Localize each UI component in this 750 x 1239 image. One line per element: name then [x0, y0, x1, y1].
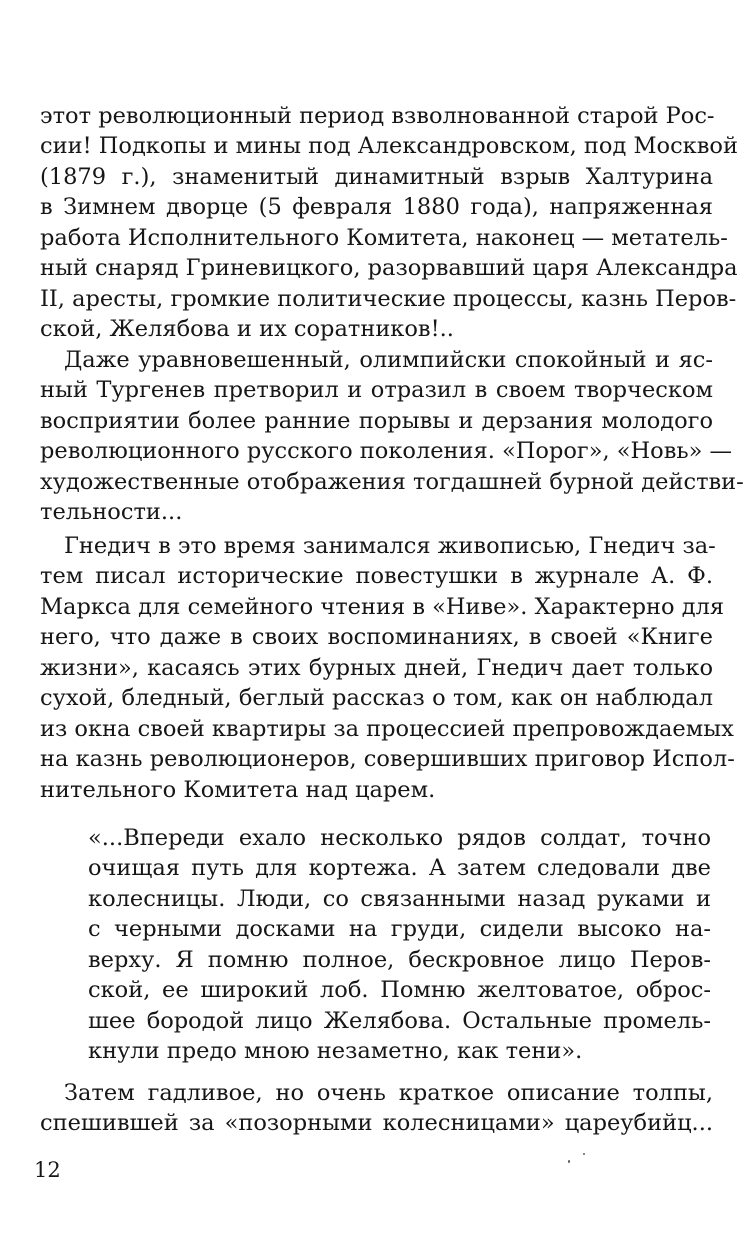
print-speck — [583, 1153, 585, 1155]
quote-line: шее бородой лицо Желябова. Остальные промель- — [88, 1008, 711, 1034]
text-line: II, аресты, громкие политические процессы, казнь Перов- — [40, 286, 737, 312]
text-line: этот революционный период взволнованной старой Рос- — [40, 103, 715, 129]
text-line: тельности... — [40, 499, 183, 525]
text-line: спешившей за «позорными колесницами» цареубийц... — [40, 1110, 713, 1136]
text-line: сухой, бледный, беглый рассказ о том, как он наблюдал — [40, 685, 713, 711]
text-line: (1879 г.), знаменитый динамитный взрыв Халтурина — [40, 164, 713, 190]
text-line: ный Тургенев претворил и отразил в своем творческом — [40, 377, 713, 403]
quote-line: очищая путь для кортежа. А затем следовали две — [88, 855, 711, 881]
text-line: из окна своей квартиры за процессией препровождаемых — [40, 716, 734, 742]
text-line: работа Исполнительного Комитета, наконец — метатель- — [40, 225, 728, 251]
quote-line: кнули предо мною незаметно, как тени». — [88, 1038, 583, 1064]
quote-line: верху. Я помню полное, бескровное лицо Перов- — [88, 947, 711, 973]
text-line: Маркса для семейного чтения в «Ниве». Характерно для — [40, 594, 725, 620]
text-line: революционного русского поколения. «Порог», «Новь» — — [40, 438, 733, 464]
page-number: 12 — [34, 1158, 61, 1182]
text-line: Гнедич в это время занимался живописью, Гнедич за- — [64, 533, 716, 559]
text-line: Даже уравновешенный, олимпийски спокойный и яс- — [64, 347, 713, 373]
quote-line: «...Впереди ехало несколько рядов солдат, точно — [88, 825, 711, 851]
quote-line: с черными досками на груди, сидели высоко на- — [88, 916, 711, 942]
text-line: в Зимнем дворце (5 февраля 1880 года), напряженная — [40, 194, 713, 220]
quote-line: колесницы. Люди, со связанными назад руками и — [88, 886, 711, 912]
text-line: жизни», касаясь этих бурных дней, Гнедич дает только — [40, 655, 713, 681]
print-speck — [568, 1160, 570, 1163]
quote-line: ской, ее широкий лоб. Помню желтоватое, оброс- — [88, 977, 711, 1003]
text-line: ный снаряд Гриневицкого, разорвавший царя Александра — [40, 255, 738, 281]
text-line: на казнь революционеров, совершивших приговор Испол- — [40, 746, 735, 772]
text-line: восприятии более ранние порывы и дерзания молодого — [40, 408, 713, 434]
text-line: нительного Комитета над царем. — [40, 777, 436, 803]
text-line: художественные отображения тогдашней бурной действи- — [40, 469, 744, 495]
text-line: сии! Подкопы и мины под Александровском, под Москвой — [40, 133, 738, 159]
text-line: Затем гадливое, но очень краткое описание толпы, — [64, 1080, 713, 1106]
text-line: тем писал исторические повестушки в журнале А. Ф. — [40, 563, 713, 589]
text-line: ской, Желябова и их соратников!.. — [40, 316, 454, 342]
text-line: него, что даже в своих воспоминаниях, в своей «Книге — [40, 624, 713, 650]
